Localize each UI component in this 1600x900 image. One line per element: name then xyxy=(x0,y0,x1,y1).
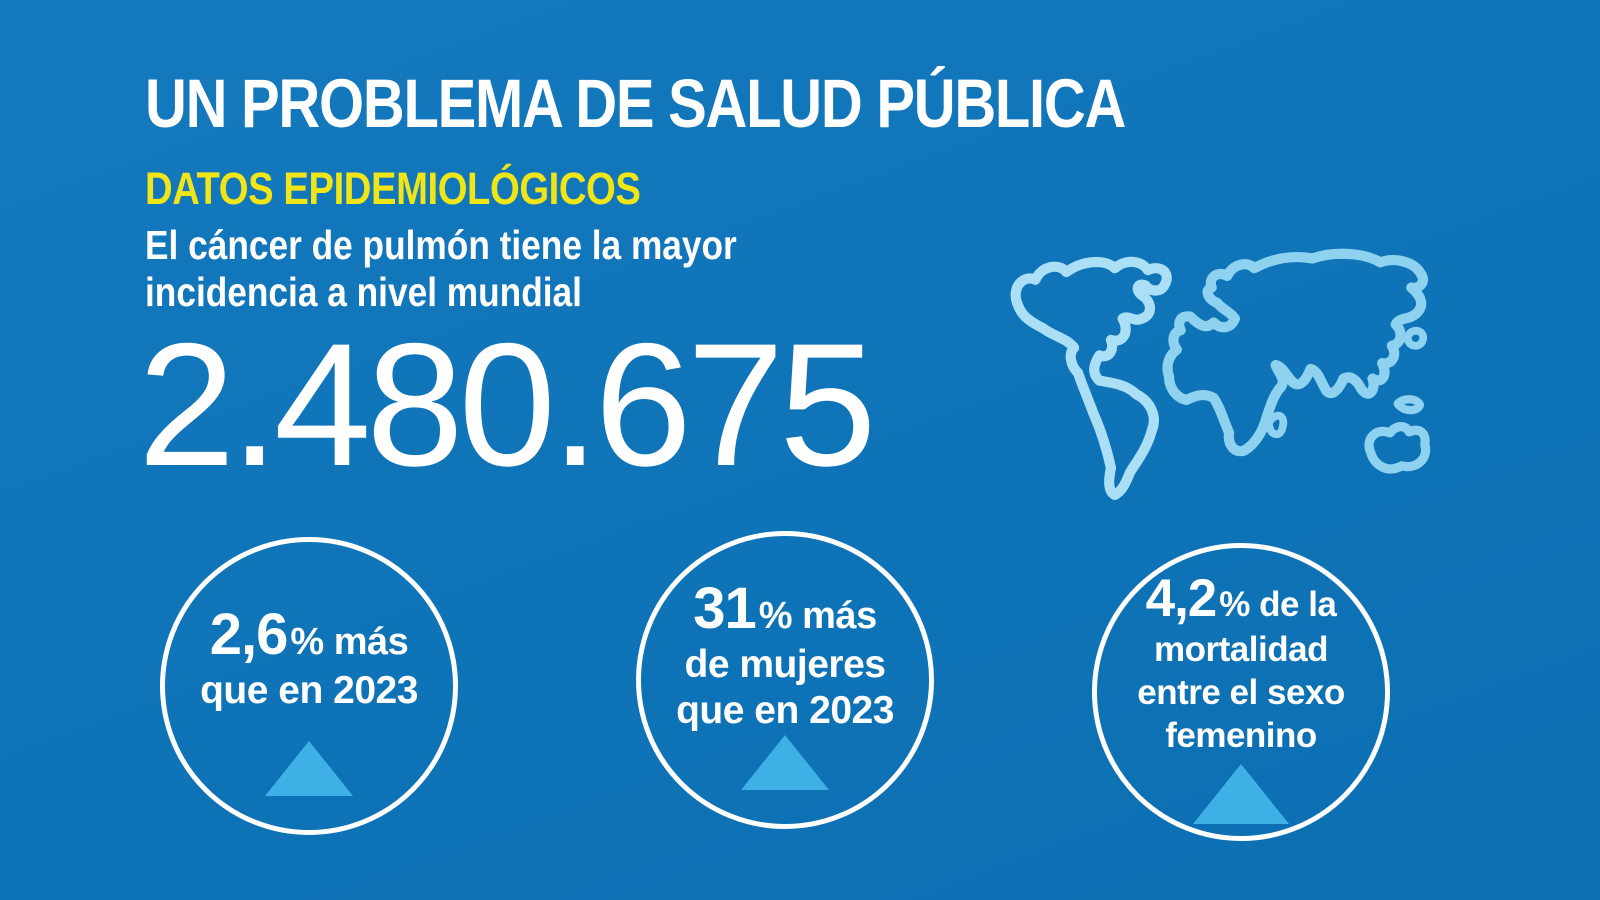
lead-line-2: incidencia a nivel mundial xyxy=(145,269,582,316)
new-guinea-outline xyxy=(1398,399,1420,410)
stat-value: 4,2 xyxy=(1145,569,1217,629)
stat-headline xyxy=(1146,568,1337,629)
page-title: UN PROBLEMA DE SALUD PÚBLICA xyxy=(145,65,1126,142)
stat-value: 31 xyxy=(693,575,756,641)
americas-outline xyxy=(1016,262,1167,495)
lead-line-1: El cáncer de pulmón tiene la mayor xyxy=(145,222,737,268)
stat-line: que en 2023 xyxy=(676,688,894,732)
stat-line: mortalidad xyxy=(1154,630,1328,670)
stat-circle-female-mortality xyxy=(1092,543,1390,841)
incidence-count: 2.480.675 xyxy=(138,308,872,503)
world-map-icon xyxy=(985,226,1450,510)
eurasia-africa-outline xyxy=(1168,254,1423,451)
stat-suffix: % de la xyxy=(1219,585,1337,625)
stat-line: femenino xyxy=(1165,715,1317,755)
stat-circle-women-growth xyxy=(636,531,934,829)
japan-outline xyxy=(1408,331,1424,346)
australia-outline xyxy=(1369,427,1426,469)
stat-value: 2,6 xyxy=(209,601,288,667)
madagascar-outline xyxy=(1269,416,1283,435)
stat-headline xyxy=(210,601,409,668)
stat-line: que en 2023 xyxy=(200,668,418,712)
up-triangle-icon xyxy=(265,741,353,796)
stat-suffix: % más xyxy=(758,594,877,637)
stat-headline xyxy=(693,575,876,642)
stat-circle-incidence-growth xyxy=(160,537,458,835)
stat-suffix: % más xyxy=(290,620,409,663)
world-map-svg xyxy=(985,226,1450,510)
lead-text xyxy=(145,222,737,316)
up-triangle-icon xyxy=(1193,764,1289,824)
stat-line: de mujeres xyxy=(684,642,886,686)
stat-line: entre el sexo xyxy=(1137,673,1345,713)
section-label: DATOS EPIDEMIOLÓGICOS xyxy=(145,163,641,214)
up-triangle-icon xyxy=(741,735,829,790)
